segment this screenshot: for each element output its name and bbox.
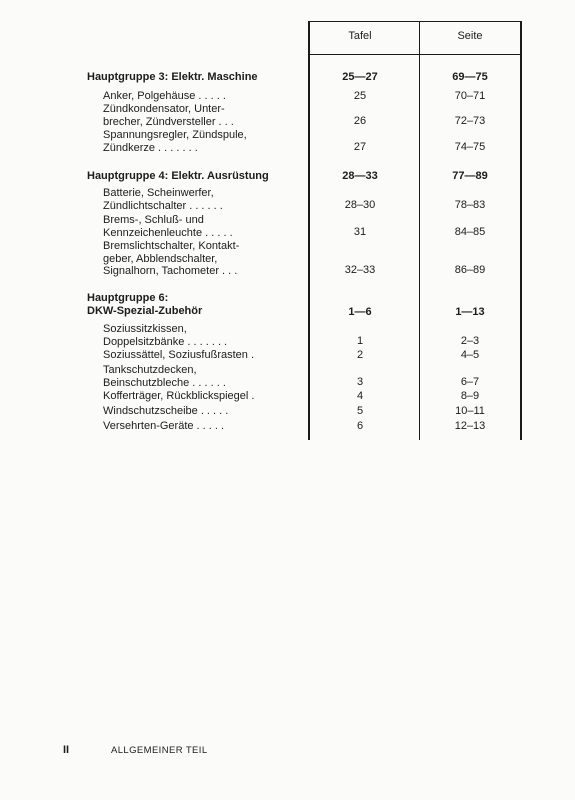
- seite-value: 78–83: [454, 199, 486, 211]
- tafel-value: 27: [353, 141, 367, 153]
- seite-value: 2–3: [460, 335, 480, 347]
- tafel-value: 6: [356, 420, 364, 432]
- table-right-rule: [520, 21, 522, 440]
- tafel-value: 1: [356, 335, 364, 347]
- tafel-value: 32–33: [344, 264, 376, 276]
- item-label: Anker, Polgehäuse . . . . .: [103, 90, 226, 102]
- tafel-value: 31: [353, 226, 367, 238]
- item-label: Batterie, Scheinwerfer, Zündlichtschalter . . . . . .: [103, 187, 223, 212]
- seite-value: 84–85: [454, 226, 486, 238]
- seite-value: 69—75: [452, 71, 488, 83]
- item-label: Tankschutzdecken, Beinschutzbleche . . . . . .: [103, 364, 226, 389]
- item-label: Bremslichtschalter, Kontakt- geber, Abblendschalter, Signalhorn, Tachometer . . .: [103, 240, 240, 277]
- table-header-rule: [308, 54, 521, 55]
- seite-value: 72–73: [454, 115, 486, 127]
- tafel-value: 4: [356, 390, 364, 402]
- tafel-value: 2: [356, 349, 364, 361]
- item-label: Kofferträger, Rückblickspiegel .: [103, 390, 255, 402]
- group-heading: Hauptgruppe 3: Elektr. Maschine: [87, 71, 258, 83]
- item-label: Brems-, Schluß- und Kennzeichenleuchte . . . . .: [103, 214, 233, 239]
- seite-value: 86–89: [454, 264, 486, 276]
- tafel-value: 3: [356, 376, 364, 388]
- column-header-seite: Seite: [457, 30, 483, 42]
- group-heading: Hauptgruppe 6: DKW-Spezial-Zubehör: [87, 292, 203, 317]
- item-label: Windschutzscheibe . . . . .: [103, 405, 229, 417]
- item-label: Spannungsregler, Zündspule, Zündkerze . . . . . . .: [103, 129, 247, 154]
- tafel-value: 26: [353, 115, 367, 127]
- seite-value: 70–71: [454, 90, 486, 102]
- item-label: Soziussitzkissen, Doppelsitzbänke . . . . . . .: [103, 323, 228, 348]
- item-label: Soziussättel, Soziusfußrasten .: [103, 349, 255, 361]
- item-label: Versehrten-Geräte . . . . .: [103, 420, 225, 432]
- seite-value: 1—13: [455, 306, 485, 318]
- tafel-value: 25: [353, 90, 367, 102]
- tafel-value: 5: [356, 405, 364, 417]
- table-top-rule: [308, 21, 521, 22]
- tafel-value: 1—6: [348, 306, 372, 318]
- running-footer: ALLGEMEINER TEIL: [111, 745, 208, 756]
- group-heading: Hauptgruppe 4: Elektr. Ausrüstung: [87, 170, 269, 182]
- seite-value: 4–5: [460, 349, 480, 361]
- seite-value: 10–11: [455, 405, 485, 417]
- tafel-value: 28–30: [344, 199, 376, 211]
- page-number: II: [63, 744, 70, 756]
- seite-value: 6–7: [460, 376, 480, 388]
- tafel-value: 25—27: [342, 71, 378, 83]
- seite-value: 8–9: [460, 390, 480, 402]
- tafel-value: 28—33: [342, 170, 378, 182]
- seite-value: 74–75: [454, 141, 486, 153]
- seite-value: 12–13: [454, 420, 486, 432]
- column-header-tafel: Tafel: [348, 30, 372, 42]
- seite-value: 77—89: [452, 170, 488, 182]
- item-label: Zündkondensator, Unter- brecher, Zündversteller . . .: [103, 103, 234, 128]
